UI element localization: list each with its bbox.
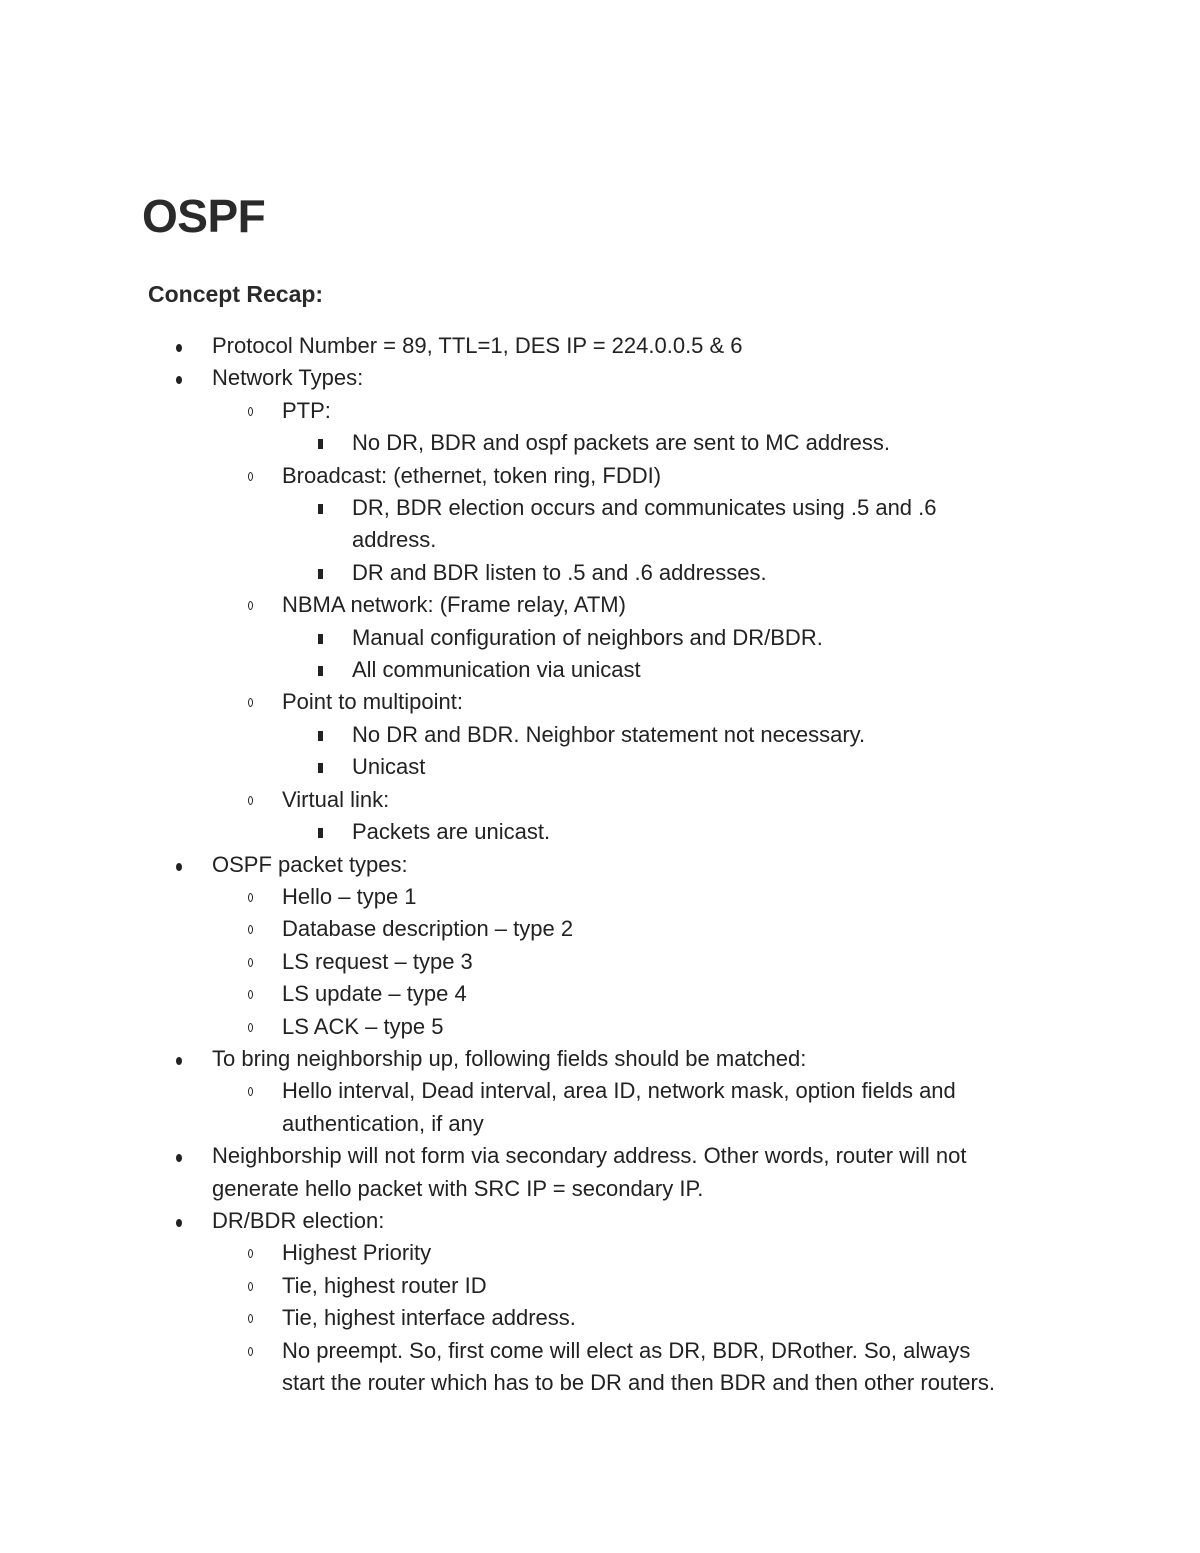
list-item-neighborship bbox=[0, 1043, 1200, 1140]
circle-bullet-icon bbox=[248, 698, 253, 707]
list-item-broadcast-listen bbox=[0, 557, 1200, 589]
top-level-list bbox=[0, 330, 1200, 1399]
broadcast-list bbox=[0, 492, 1200, 589]
list-item-broadcast bbox=[0, 460, 1200, 590]
list-item-broadcast-election bbox=[0, 492, 1200, 557]
list-item-p2mp-unicast bbox=[0, 751, 1200, 783]
list-item-nbma-unicast bbox=[0, 654, 1200, 686]
circle-bullet-icon bbox=[248, 1282, 253, 1291]
ptp-list bbox=[0, 427, 1200, 459]
list-item-packet-lsr bbox=[0, 946, 1200, 978]
vlink-list bbox=[0, 816, 1200, 848]
list-item-text-continued: address. bbox=[352, 527, 437, 553]
network-types-list bbox=[0, 395, 1200, 849]
list-item-election-interface bbox=[0, 1302, 1200, 1334]
bullet-icon bbox=[176, 1154, 182, 1162]
list-item-vlink-unicast bbox=[0, 816, 1200, 848]
list-item-nbma bbox=[0, 589, 1200, 686]
list-item-text: Protocol Number = 89, TTL=1, DES IP = 224.0.0.5 & 6 bbox=[212, 333, 743, 358]
list-item-text: DR, BDR election occurs and communicates using .5 and .6 bbox=[352, 495, 937, 521]
list-item-text-continued: start the router which has to be DR and then BDR and then other routers. bbox=[282, 1370, 995, 1395]
circle-bullet-icon bbox=[248, 472, 253, 481]
list-item-p2mp-no-dr bbox=[0, 719, 1200, 751]
list-item-text: OSPF packet types: bbox=[212, 851, 408, 877]
list-item-text-continued: authentication, if any bbox=[282, 1110, 484, 1136]
bullet-icon bbox=[176, 1057, 182, 1065]
circle-bullet-icon bbox=[248, 925, 253, 934]
list-item-election bbox=[0, 1205, 1200, 1399]
list-item-text: Unicast bbox=[352, 754, 426, 780]
list-item-election-preempt bbox=[0, 1335, 1200, 1400]
list-item-packet-dbd bbox=[0, 913, 1200, 945]
list-item-text: LS ACK – type 5 bbox=[282, 1013, 444, 1039]
circle-bullet-icon bbox=[248, 1347, 253, 1356]
circle-bullet-icon bbox=[248, 601, 253, 610]
election-list bbox=[0, 1237, 1200, 1399]
list-item-text: Tie, highest interface address. bbox=[282, 1305, 576, 1331]
square-bullet-icon bbox=[318, 763, 323, 773]
square-bullet-icon bbox=[318, 504, 323, 514]
list-item-neighborship-fields bbox=[0, 1075, 1200, 1140]
list-item-text: No preempt. So, first come will elect as DR, BDR, DRother. So, always bbox=[282, 1337, 971, 1363]
list-item-text: Manual configuration of neighbors and DR/BDR. bbox=[352, 624, 823, 650]
list-item-text: Packets are unicast. bbox=[352, 819, 551, 845]
list-item-text: DR and BDR listen to .5 and .6 addresses. bbox=[352, 559, 767, 585]
list-item-packet-hello bbox=[0, 881, 1200, 913]
list-item-text: Tie, highest router ID bbox=[282, 1272, 487, 1298]
list-item-text: Database description – type 2 bbox=[282, 916, 574, 942]
circle-bullet-icon bbox=[248, 407, 253, 416]
recap-list bbox=[0, 330, 1200, 1399]
list-item-text: NBMA network: (Frame relay, ATM) bbox=[282, 592, 626, 618]
circle-bullet-icon bbox=[248, 796, 253, 805]
circle-bullet-icon bbox=[248, 1087, 253, 1096]
packet-types-list bbox=[0, 881, 1200, 1043]
list-item-text: Virtual link: bbox=[282, 786, 390, 812]
list-item-packet-lsack bbox=[0, 1011, 1200, 1043]
list-item-point-to-multipoint bbox=[0, 686, 1200, 783]
list-item-text: Hello interval, Dead interval, area ID, network mask, option fields and bbox=[282, 1078, 956, 1104]
list-item-text: Network Types: bbox=[212, 365, 364, 391]
list-item-network-types bbox=[0, 362, 1200, 848]
list-item-text: All communication via unicast bbox=[352, 657, 641, 683]
list-item-text: To bring neighborship up, following fields should be matched: bbox=[212, 1045, 807, 1071]
circle-bullet-icon bbox=[248, 893, 253, 902]
bullet-icon bbox=[176, 376, 182, 384]
list-item-packet-types bbox=[0, 849, 1200, 1043]
circle-bullet-icon bbox=[248, 1249, 253, 1258]
square-bullet-icon bbox=[318, 828, 323, 838]
bullet-icon bbox=[176, 863, 182, 871]
list-item-text-continued: generate hello packet with SRC IP = secondary IP. bbox=[212, 1175, 704, 1201]
list-item-text: Highest Priority bbox=[282, 1240, 432, 1266]
list-item-election-router-id bbox=[0, 1270, 1200, 1302]
square-bullet-icon bbox=[318, 666, 323, 676]
list-item-text: Point to multipoint: bbox=[282, 689, 463, 715]
p2mp-list bbox=[0, 719, 1200, 784]
square-bullet-icon bbox=[318, 439, 323, 449]
bullet-icon bbox=[176, 1219, 182, 1227]
section-heading: Concept Recap: bbox=[148, 281, 324, 307]
list-item-text: DR/BDR election: bbox=[212, 1207, 385, 1233]
nbma-list bbox=[0, 622, 1200, 687]
list-item-text: Hello – type 1 bbox=[282, 883, 417, 909]
list-item-secondary-address bbox=[0, 1140, 1200, 1205]
list-item-election-priority bbox=[0, 1237, 1200, 1269]
list-item-text: Neighborship will not form via secondary address. Other words, router will not bbox=[212, 1143, 967, 1169]
list-item-virtual-link bbox=[0, 784, 1200, 849]
list-item-nbma-manual bbox=[0, 622, 1200, 654]
list-item-protocol bbox=[0, 330, 1200, 362]
list-item-text: No DR and BDR. Neighbor statement not necessary. bbox=[352, 721, 866, 747]
square-bullet-icon bbox=[318, 569, 323, 579]
list-item-text: No DR, BDR and ospf packets are sent to MC address. bbox=[352, 430, 891, 456]
circle-bullet-icon bbox=[248, 1314, 253, 1323]
bullet-icon bbox=[176, 344, 182, 352]
circle-bullet-icon bbox=[248, 990, 253, 999]
neighborship-list bbox=[0, 1075, 1200, 1140]
page-title: OSPF bbox=[142, 190, 266, 242]
list-item-packet-lsu bbox=[0, 978, 1200, 1010]
list-item-text: LS request – type 3 bbox=[282, 948, 473, 974]
circle-bullet-icon bbox=[248, 1023, 253, 1032]
list-item-ptp-detail bbox=[0, 427, 1200, 459]
list-item-text: LS update – type 4 bbox=[282, 981, 467, 1007]
list-item-ptp bbox=[0, 395, 1200, 460]
square-bullet-icon bbox=[318, 731, 323, 741]
list-item-text: PTP: bbox=[282, 397, 331, 423]
list-item-text: Broadcast: (ethernet, token ring, FDDI) bbox=[282, 462, 662, 488]
square-bullet-icon bbox=[318, 634, 323, 644]
circle-bullet-icon bbox=[248, 958, 253, 967]
